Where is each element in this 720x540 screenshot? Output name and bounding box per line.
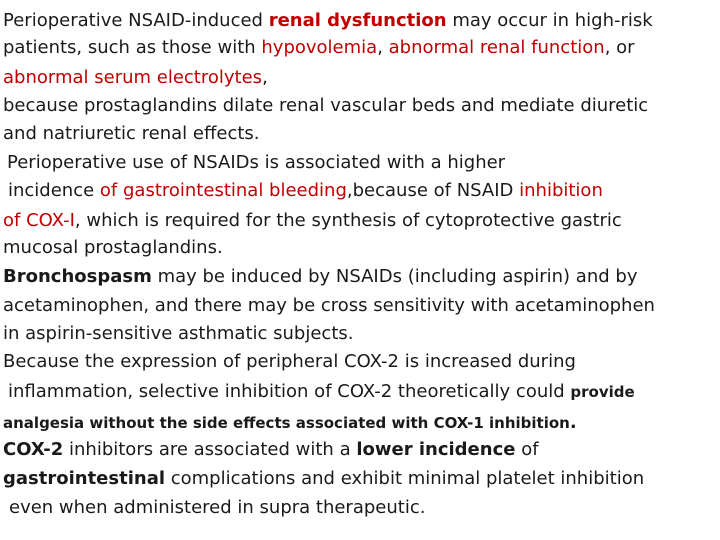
text-line-8 (3, 209, 622, 233)
text-segment: even when administered in supra therapeutic. (9, 497, 426, 518)
text-segment: , (377, 37, 389, 58)
text-segment: inflammation, selective inhibition of COX-2 theoretically could (8, 381, 571, 402)
highlight-hypovolemia: hypovolemia (261, 37, 378, 58)
term-lower-incidence: lower incidence (356, 439, 516, 460)
text-segment: may occur in high-risk (446, 10, 653, 31)
text-line-7 (8, 179, 603, 203)
text-segment: may be induced by NSAIDs (including aspirin) and by (151, 266, 638, 287)
highlight-gastrointestinal-bleeding: of gastrointestinal bleeding (99, 180, 347, 201)
text-segment: because prostaglandins dilate renal vascular beds and mediate diuretic (3, 95, 649, 116)
highlight-abnormal-renal-function: abnormal renal function (388, 37, 605, 58)
text-line-17 (3, 467, 644, 491)
text-line-4 (3, 94, 648, 118)
text-line-18 (9, 496, 425, 520)
text-segment-small-bold: analgesia without the side effects associated with COX-1 inhibition (3, 414, 570, 432)
text-segment: Perioperative use of NSAIDs is associated with a higher (7, 152, 506, 173)
text-line-15 (3, 411, 577, 435)
text-line-3 (3, 66, 268, 90)
text-line-12 (3, 322, 353, 346)
text-segment-small-bold: provide (570, 383, 635, 401)
text-segment: in aspirin-sensitive asthmatic subjects. (3, 323, 354, 344)
text-segment: incidence (8, 180, 100, 201)
term-cox-2: COX-2 (3, 439, 64, 460)
text-segment: acetaminophen, and there may be cross sensitivity with acetaminophen (3, 295, 655, 316)
text-segment: . (569, 412, 577, 433)
text-line-13 (3, 350, 576, 374)
text-line-6 (7, 151, 505, 175)
text-line-5 (3, 122, 260, 146)
term-bronchospasm: Bronchospasm (3, 266, 152, 287)
text-segment: Because the expression of peripheral COX-2 is increased during (3, 351, 576, 372)
text-segment: and natriuretic renal effects. (3, 123, 260, 144)
text-line-1 (3, 9, 653, 33)
text-segment: mucosal prostaglandins. (3, 237, 223, 258)
text-segment: , or (604, 37, 635, 58)
highlight-cox-i: of COX-I (3, 210, 75, 231)
text-segment: inhibitors are associated with a (63, 439, 357, 460)
text-segment: of (515, 439, 539, 460)
highlight-inhibition: inhibition (519, 180, 603, 201)
term-gastrointestinal: gastrointestinal (3, 468, 166, 489)
text-line-9 (3, 236, 223, 260)
text-line-16 (3, 438, 539, 462)
highlight-renal-dysfunction: renal dysfunction (268, 10, 447, 31)
text-line-11 (3, 294, 655, 318)
text-segment: , which is required for the synthesis of cytoprotective gastric (74, 210, 622, 231)
text-line-2 (3, 36, 635, 60)
text-line-10 (3, 265, 637, 289)
text-segment: patients, such as those with (3, 37, 262, 58)
text-segment: complications and exhibit minimal platelet inhibition (165, 468, 645, 489)
text-line-14 (8, 380, 635, 404)
highlight-abnormal-serum-electrolytes: abnormal serum electrolytes (3, 67, 263, 88)
text-segment: Perioperative NSAID-induced (3, 10, 269, 31)
text-segment: ,because of NSAID (346, 180, 520, 201)
text-segment: , (262, 67, 268, 88)
